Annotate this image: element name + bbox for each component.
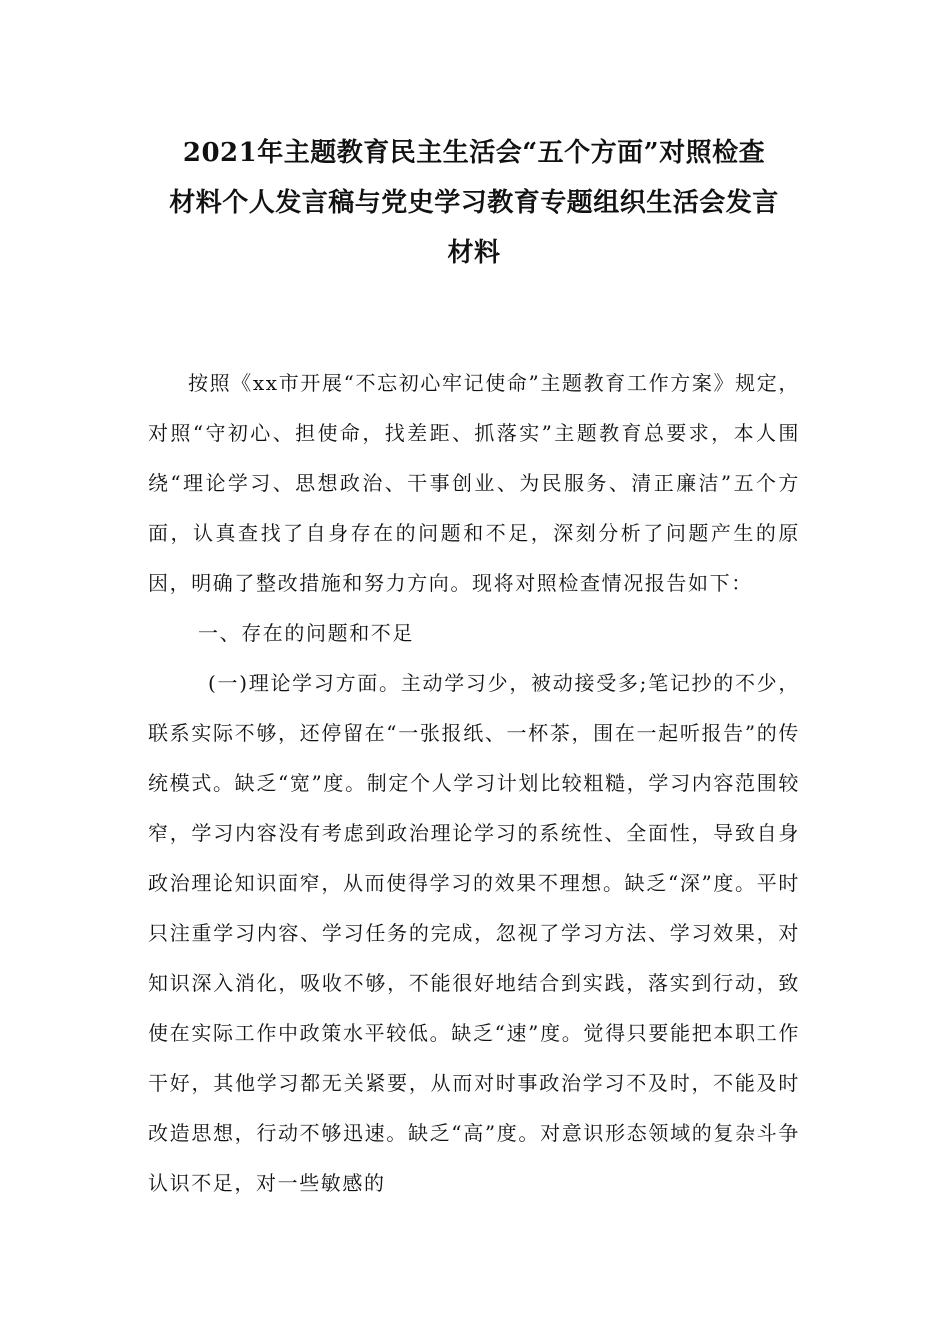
theory-study-paragraph: (一)理论学习方面。主动学习少，被动接受多;笔记抄的不少，联系实际不够，还停留在“一张报纸、一杯茶，围在一起听报告”的传统模式。缺乏“宽”度。制定个人学习计划比较粗糙，学习内容范围较窄，学习内容没有考虑到政治理论学习的系统性、全面性，导致自身政治理论知识面窄，从而使得学习的效果不理想。缺乏“深”度。平时只注重学习内容、学习任务的完成，忽视了学习方法、学习效果，对知识深入消化，吸收不够，不能很好地结合到实践，落实到行动，致使在实际工作中政策水平较低。缺乏“速”度。觉得只要能把本职工作干好，其他学习都无关紧要，从而对时事政治学习不及时，不能及时改造思想，行动不够迅速。缺乏“高”度。对意识形态领域的复杂斗争认识不足，对一些敏感的	[148, 671, 800, 1195]
document-body	[148, 358, 800, 1208]
section-heading: 一、存在的问题和不足	[198, 621, 414, 645]
title-line-1: 2021年主题教育民主生活会“五个方面”对照检查	[182, 138, 766, 168]
title-line-3: 材料	[447, 238, 501, 268]
intro-paragraph: 按照《xx市开展“不忘初心牢记使命”主题教育工作方案》规定，对照“守初心、担使命，找差距、抓落实”主题教育总要求，本人围绕“理论学习、思想政治、干事创业、为民服务、清正廉洁”五个方面，认真查找了自身存在的问题和不足，深刻分析了问题产生的原因，明确了整改措施和努力方向。现将对照检查情况报告如下：	[148, 371, 800, 595]
title-line-2: 材料个人发言稿与党史学习教育专题组织生活会发言	[169, 188, 779, 218]
document-title	[148, 128, 800, 278]
